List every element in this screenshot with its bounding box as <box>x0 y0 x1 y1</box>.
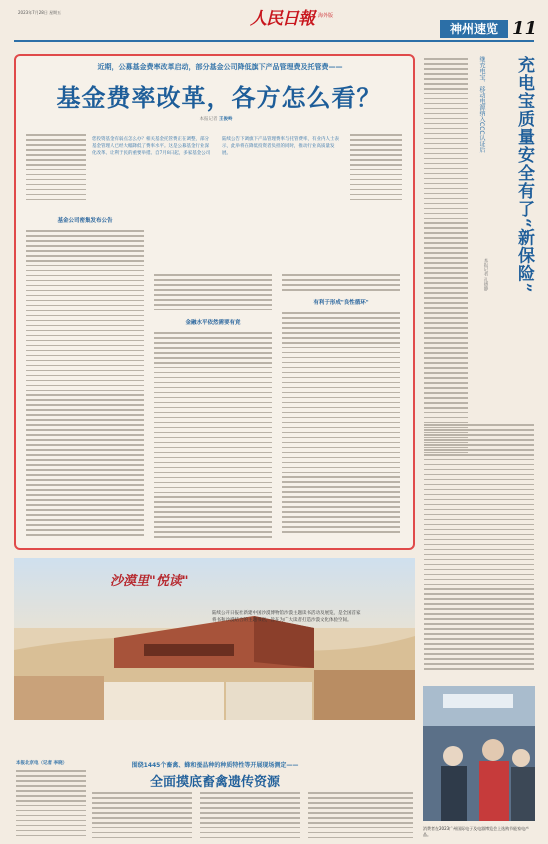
column-body <box>282 312 400 540</box>
expo-photo-caption: 消费者在2023广州国际电子及电器博览会上选购节能家电产品。 <box>423 826 530 837</box>
column-body <box>282 274 400 294</box>
article-kicker: 近期，公募基金费率改革启动，部分基金公司降低旗下产品管理费及托管费—— <box>97 63 343 71</box>
column-body <box>26 230 144 540</box>
right-article-byline: 本报记者 孔德静 <box>483 258 488 291</box>
section-title: 金融水平依然需要有竞 <box>185 320 241 326</box>
section-title: 有利于形成"良性循环" <box>313 300 369 306</box>
article-headline: 基金费率改革，各方怎么看？ <box>56 83 382 112</box>
right-article-body-bottom <box>424 424 534 673</box>
right-article-body-top <box>424 58 468 457</box>
bottom-article-kicker: 围绕1445个畜禽、蜂和蚕品种的种质特性等开展现场测定—— <box>131 762 299 769</box>
article-byline <box>156 116 276 122</box>
byline-prefix: 本报记者 <box>199 117 218 122</box>
byline-name: 王俊岭 <box>218 117 233 122</box>
page-number: 11 <box>512 18 538 39</box>
column-3 <box>282 274 400 540</box>
masthead-logo: 人民日報 <box>250 9 314 29</box>
bottom-article-col-2 <box>200 792 300 842</box>
column-body <box>154 274 272 314</box>
side-note-title: 本报北京电（记者 李晓） <box>16 761 68 766</box>
lede-side-left <box>26 134 86 204</box>
expo-photo <box>423 686 535 821</box>
column-2 <box>154 274 272 542</box>
lede-side-right <box>350 134 402 204</box>
masthead-sub: 海外版 <box>318 13 334 19</box>
header-meta <box>18 10 148 16</box>
header-rule <box>14 40 534 42</box>
bottom-article-col-3 <box>308 792 413 842</box>
expo-crowd-illustration <box>423 686 535 821</box>
weekday: 星期五 <box>49 10 62 15</box>
date: 2023年7月28日 <box>18 10 48 15</box>
banner-photo <box>14 558 415 720</box>
article-lede: 您投资基金有弱点怎么办？相关基金托管费正在调整，部分基金管理人已经大幅降低了费率水平。这是公募基金行业深化改革、让利于民的重要举措。自7月8日起，多家基金公司陆续公告下调旗下产品管理费率与托管费率，有业内人士表示，此举将在降低投资者负担的同时，推动行业高质量发展。 <box>92 137 339 156</box>
column-1 <box>26 216 144 540</box>
column-badge: 神州速览 <box>440 20 508 38</box>
bottom-article-headline: 全面摸底畜禽遗传资源 <box>149 775 280 790</box>
main-article[interactable] <box>14 54 415 550</box>
right-article-headline: 充电宝质量安全有了“新保险” <box>514 56 534 294</box>
right-article-kicker: 继充电宝、移动电源纳入CCC认证后 <box>478 56 485 153</box>
section-title: 基金公司密集发布公告 <box>57 218 113 224</box>
side-note-body <box>16 770 86 840</box>
bottom-article-col-1 <box>92 792 192 842</box>
banner-caption: 陆续公开日报社新建中国沙漠博物馆沙漠主题读书活动及展览，是全国首家将书和沙漠结合的主题书店，旨在为广大读者打造沙漠文化体验空间。 <box>212 611 361 623</box>
column-body <box>154 332 272 542</box>
banner-title: 沙漠里"悦读" <box>110 574 189 589</box>
desert-museum-illustration <box>14 558 415 720</box>
